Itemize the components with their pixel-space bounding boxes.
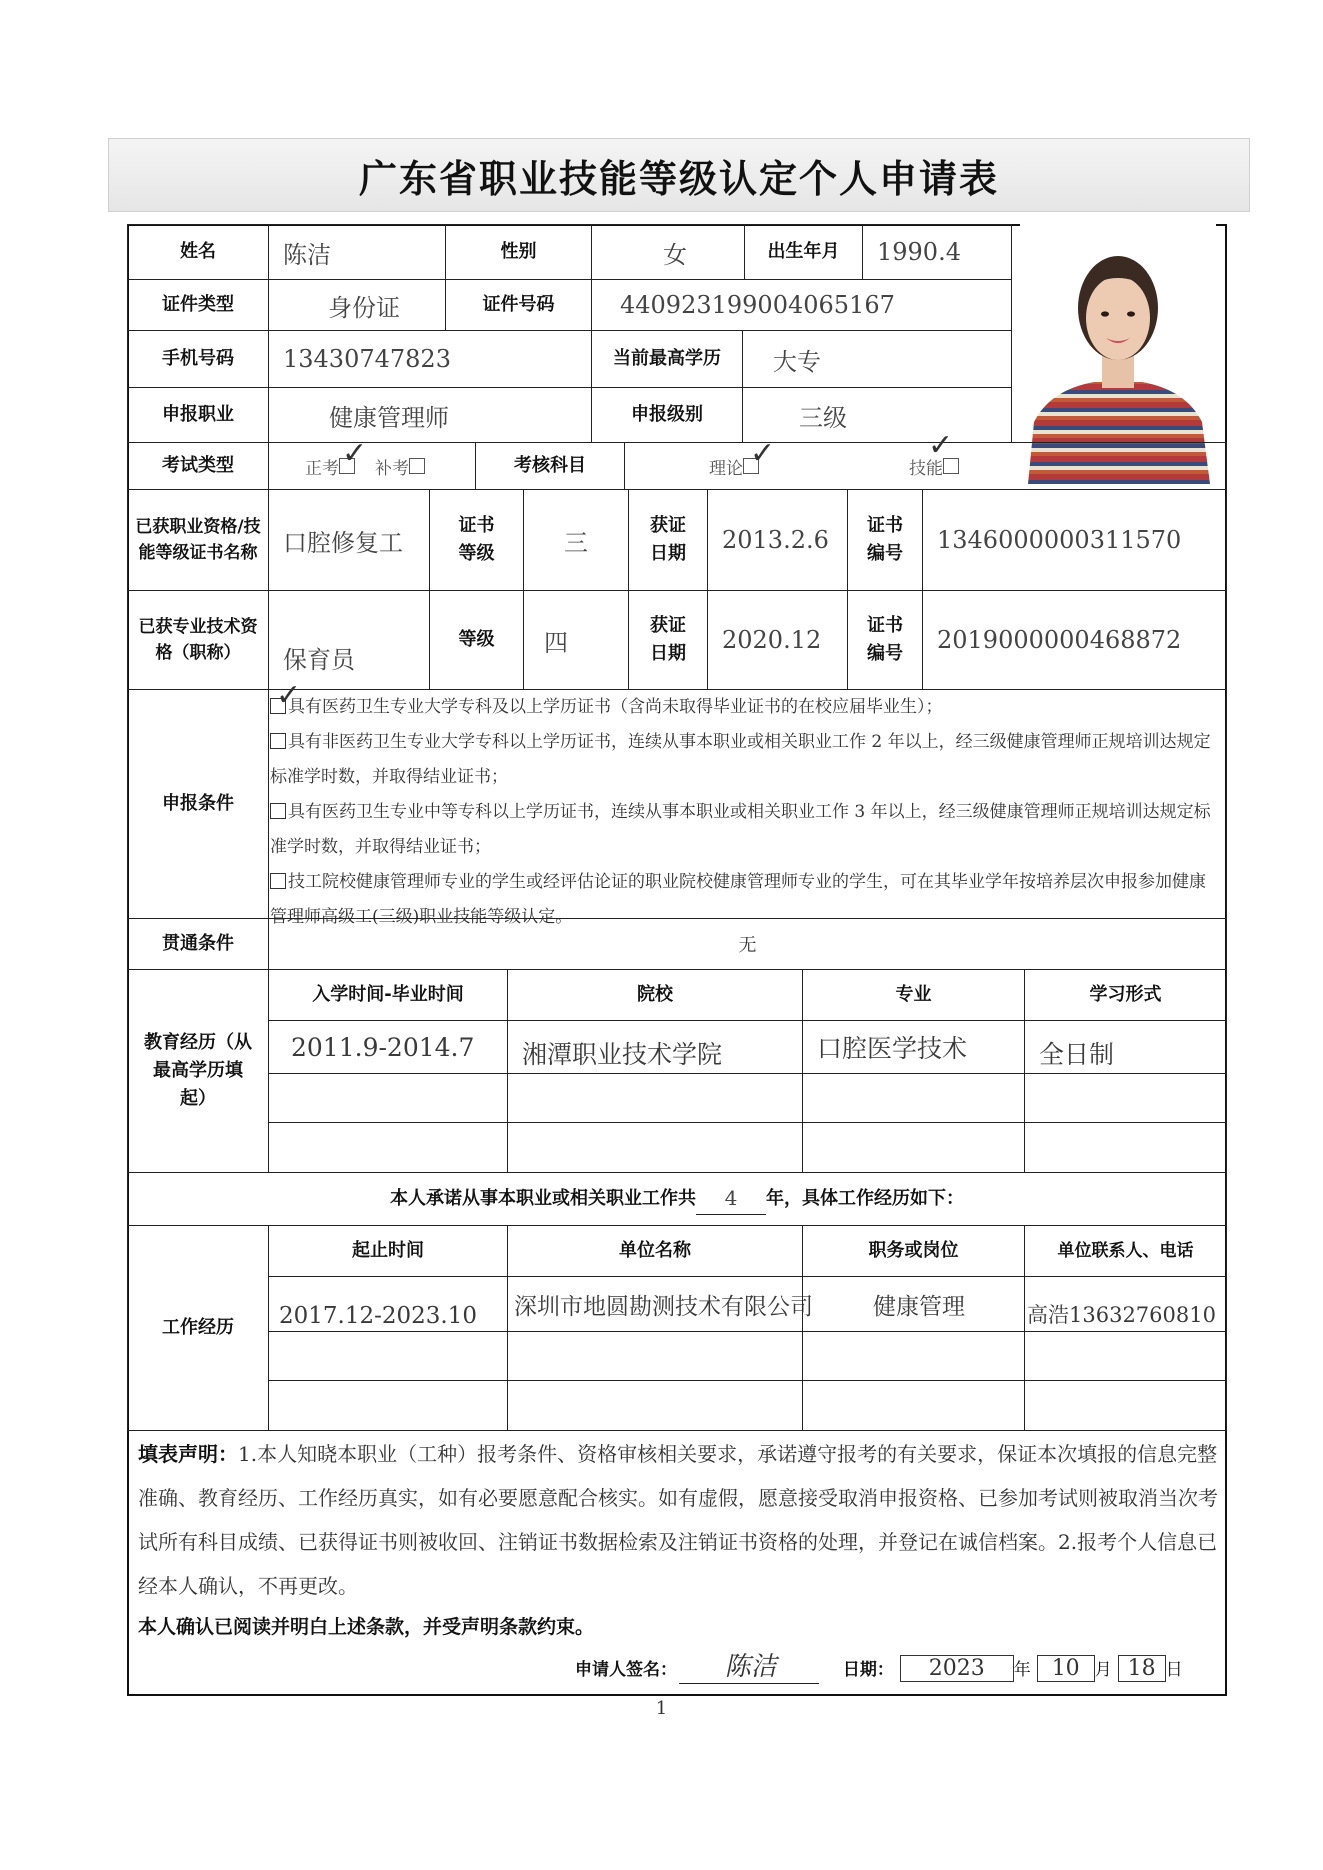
cert1-level[interactable]: 三 — [523, 489, 629, 591]
label-work: 工作经历 — [127, 1225, 269, 1431]
label-name: 姓名 — [127, 224, 269, 280]
subject-theory: 理论 — [709, 458, 743, 479]
birth-value[interactable]: 1990.4 — [862, 224, 1012, 280]
work-header-period: 起止时间 — [268, 1225, 508, 1277]
label-cert2-date: 获证日期 — [628, 590, 708, 690]
id-no-value[interactable]: 440923199004065167 — [591, 279, 1012, 331]
date-month[interactable]: 10 — [1037, 1655, 1095, 1682]
work-header-position: 职务或岗位 — [802, 1225, 1025, 1277]
cert2-no[interactable]: 2019000000468872 — [922, 590, 1227, 690]
level-value[interactable]: 三级 — [742, 387, 1012, 443]
phone-value[interactable]: 13430747823 — [268, 330, 592, 388]
edu-header-major: 专业 — [802, 969, 1025, 1021]
date-day[interactable]: 18 — [1118, 1655, 1166, 1682]
label-id-no: 证件号码 — [445, 279, 592, 331]
label-edu: 当前最高学历 — [591, 330, 743, 388]
occupation-value[interactable]: 健康管理师 — [268, 387, 592, 443]
label-phone: 手机号码 — [127, 330, 269, 388]
checkmark-icon: ✓ — [342, 436, 368, 471]
edu-empty-cell[interactable] — [802, 1073, 1025, 1123]
signature-label: 申请人签名： — [575, 1660, 677, 1680]
label-cert1-date: 获证日期 — [628, 489, 708, 591]
label-cert2: 已获专业技术资格（职称） — [127, 590, 269, 690]
declaration-confirm: 本人确认已阅读并明白上述条款，并受声明条款约束。 — [138, 1616, 595, 1638]
signature-field[interactable]: 陈洁 — [679, 1646, 827, 1684]
edu-header-mode: 学习形式 — [1024, 969, 1227, 1021]
work-header-company: 单位名称 — [507, 1225, 803, 1277]
edu-header-school: 院校 — [507, 969, 803, 1021]
cert2-level[interactable]: 四 — [523, 590, 629, 690]
date-year[interactable]: 2023 — [900, 1655, 1014, 1682]
cert1-name[interactable]: 口腔修复工 — [268, 489, 430, 591]
edu-header-period: 入学时间-毕业时间 — [268, 969, 508, 1021]
checkbox-makeup[interactable] — [409, 458, 425, 474]
work-empty-cell[interactable] — [1024, 1380, 1227, 1431]
edu-empty-cell[interactable] — [507, 1073, 803, 1123]
work-empty-cell[interactable] — [802, 1331, 1025, 1381]
subject-options[interactable] — [624, 442, 1227, 490]
work-period[interactable]: 2017.12-2023.10 — [268, 1276, 508, 1332]
date-label: 日期： — [842, 1660, 894, 1680]
declaration-text: 1.本人知晓本职业（工种）报考条件、资格审核相关要求，承诺遵守报考的有关要求，保证本次填报的信息完整准确、教育经历、工作经历真实，如有必要愿意配合核实。如有虚假，愿意接受取消申报资格、已参加考试则被取消当次考试所有科目成绩、已获得证书则被收回、注销证书数据检索及注销证书资格的处理，并登记在诚信档案。2.报考个人信息已经本人确认，不再更改。 — [138, 1442, 1218, 1598]
edu-value[interactable]: 大专 — [742, 330, 1012, 388]
form-title: 广东省职业技能等级认定个人申请表 — [358, 156, 999, 201]
subject-skill: 技能 — [909, 458, 943, 479]
label-cert1-level: 证书等级 — [429, 489, 524, 591]
label-occupation: 申报职业 — [127, 387, 269, 443]
edu-empty-cell[interactable] — [268, 1073, 508, 1123]
work-header-contact: 单位联系人、电话 — [1024, 1225, 1227, 1277]
title-band — [108, 138, 1250, 212]
edu-empty-cell[interactable] — [1024, 1073, 1227, 1123]
edu-school[interactable]: 湘潭职业技术学院 — [507, 1020, 803, 1074]
gender-value[interactable]: 女 — [591, 224, 745, 280]
checkmark-icon: ✓ — [750, 436, 776, 471]
years-value[interactable]: 4 — [696, 1183, 766, 1215]
condition-item[interactable]: 具有医药卫生专业中等专科以上学历证书，连续从事本职业或相关职业工作 3 年以上，经三级健康管理师正规培训达规定标准学时数，并取得结业证书； — [270, 802, 1211, 857]
edu-mode[interactable]: 全日制 — [1024, 1020, 1227, 1074]
work-company[interactable]: 深圳市地圆勘测技术有限公司 — [507, 1276, 803, 1332]
label-cert2-level: 等级 — [429, 590, 524, 690]
condition-item[interactable]: 技工院校健康管理师专业的学生或经评估论证的职业院校健康管理师专业的学生，可在其毕业学年按培养层次申报参加健康管理师高级工(三级)职业技能等级认定。 — [270, 872, 1206, 927]
condition-item[interactable]: 具有非医药卫生专业大学专科以上学历证书，连续从事本职业或相关职业工作 2 年以上，经三级健康管理师正规培训达规定标准学时数，并取得结业证书； — [270, 732, 1211, 787]
edu-major[interactable]: 口腔医学技术 — [802, 1020, 1025, 1074]
label-cert1: 已获职业资格/技能等级证书名称 — [127, 489, 269, 591]
edu-period[interactable]: 2011.9-2014.7 — [268, 1020, 508, 1074]
work-empty-cell[interactable] — [268, 1380, 508, 1431]
work-commitment: 本人承诺从事本职业或相关职业工作共 4 年，具体工作经历如下： — [127, 1172, 1227, 1226]
checkmark-icon: ✓ — [276, 678, 302, 713]
label-exam-type: 考试类型 — [127, 442, 269, 490]
checkbox-condition-3 — [270, 803, 286, 819]
label-cert2-no: 证书编号 — [847, 590, 923, 690]
work-empty-cell[interactable] — [1024, 1331, 1227, 1381]
exam-type-options[interactable] — [268, 442, 476, 490]
checkbox-condition-4 — [270, 873, 286, 889]
label-birth: 出生年月 — [744, 224, 863, 280]
work-empty-cell[interactable] — [268, 1331, 508, 1381]
declaration-label: 填表声明： — [138, 1442, 238, 1466]
edu-empty-cell[interactable] — [802, 1122, 1025, 1173]
checkbox-condition-2 — [270, 733, 286, 749]
declaration — [138, 1432, 1218, 1608]
exam-type-makeup: 补考 — [375, 458, 409, 479]
label-conditions: 申报条件 — [127, 689, 269, 919]
cert1-date[interactable]: 2013.2.6 — [707, 489, 848, 591]
name-value[interactable]: 陈洁 — [268, 224, 446, 280]
cert1-no[interactable]: 1346000000311570 — [922, 489, 1227, 591]
checkmark-icon: ✓ — [928, 428, 954, 463]
cert2-name[interactable]: 保育员 — [268, 590, 430, 690]
exam-type-regular: 正考 — [305, 458, 339, 479]
work-empty-cell[interactable] — [802, 1380, 1025, 1431]
work-contact[interactable]: 高浩13632760810 — [1024, 1276, 1227, 1332]
conditions-list — [270, 690, 1220, 935]
work-position[interactable]: 健康管理 — [802, 1276, 1025, 1332]
edu-empty-cell[interactable] — [268, 1122, 508, 1173]
work-empty-cell[interactable] — [507, 1331, 803, 1381]
label-subject: 考核科目 — [475, 442, 625, 490]
signature-line: 申请人签名： 陈洁 日期： 2023 年 10 月 18 日 — [575, 1646, 1183, 1684]
edu-empty-cell[interactable] — [1024, 1122, 1227, 1173]
cert2-date[interactable]: 2020.12 — [707, 590, 848, 690]
page-number: 1 — [655, 1698, 668, 1719]
edu-empty-cell[interactable] — [507, 1122, 803, 1173]
work-empty-cell[interactable] — [507, 1380, 803, 1431]
label-through: 贯通条件 — [127, 918, 269, 970]
label-gender: 性别 — [445, 224, 592, 280]
label-cert1-no: 证书编号 — [847, 489, 923, 591]
id-type-value[interactable]: 身份证 — [268, 279, 446, 331]
label-id-type: 证件类型 — [127, 279, 269, 331]
label-level: 申报级别 — [591, 387, 743, 443]
through-value[interactable]: 无 — [268, 918, 1227, 970]
condition-item[interactable]: 具有医药卫生专业大学专科及以上学历证书（含尚未取得毕业证书的在校应届毕业生）； — [270, 690, 1220, 725]
label-education: 教育经历（从最高学历填起） — [127, 969, 269, 1173]
